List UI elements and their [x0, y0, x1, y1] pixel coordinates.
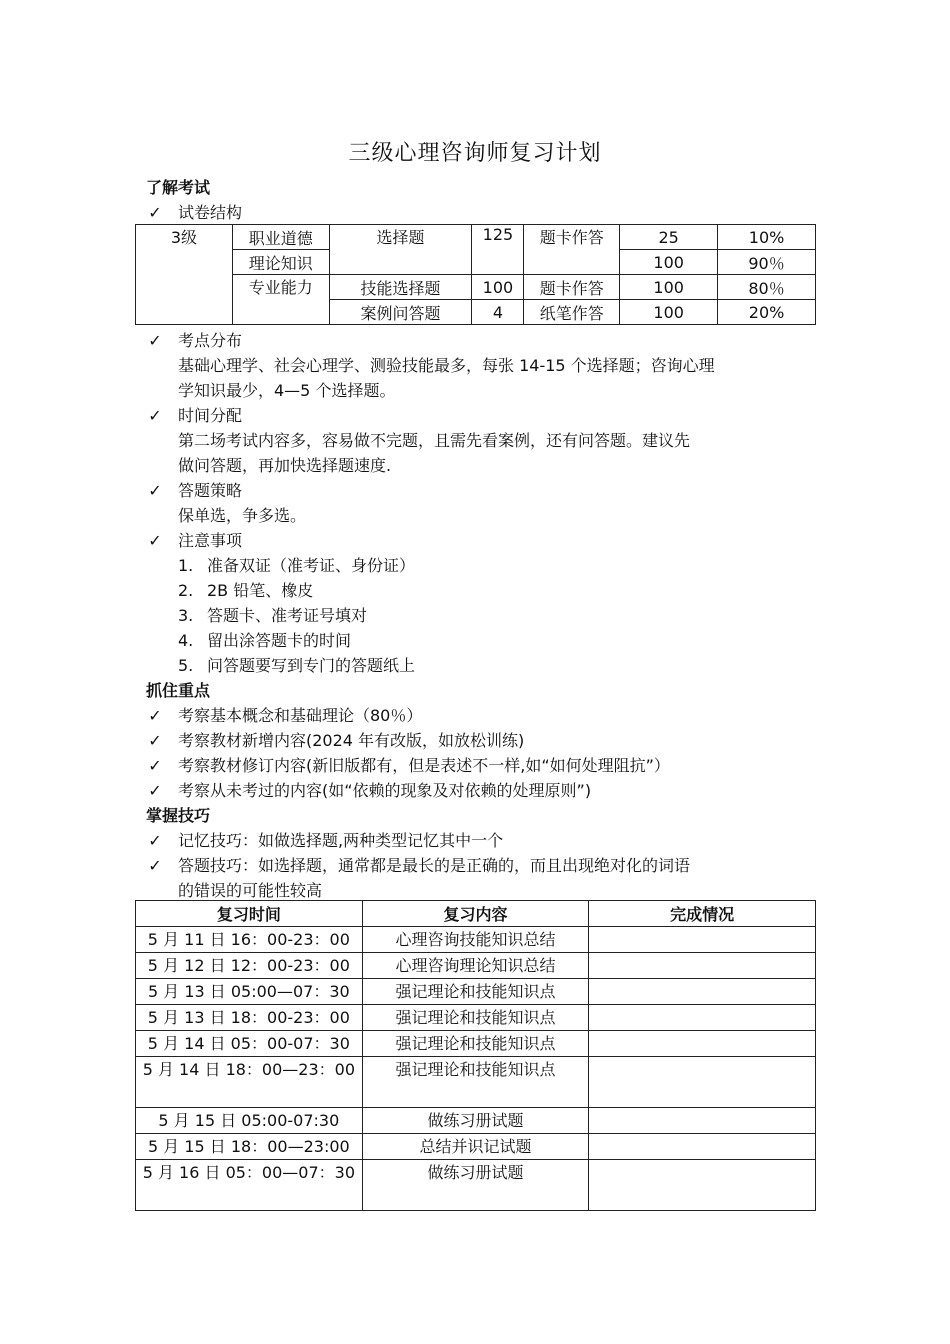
score-d-cell: 100 — [620, 300, 718, 325]
exam-structure-table — [135, 224, 816, 325]
focus-item: ✓ 考察教材修订内容(新旧版都有，但是表述不一样,如“如何处理阻抗”） — [146, 753, 816, 778]
note-item: 2. 2B 铅笔、橡皮 — [178, 581, 314, 600]
table-row: 5 月 13 日 05:00—07：30 强记理论和技能知识点 — [136, 979, 816, 1005]
strategy-item — [146, 478, 816, 503]
skill-count-cell: 100 — [472, 275, 524, 300]
table-header-row — [136, 901, 816, 927]
table-row: 5 月 11 日 16：00-23：00 心理咨询技能知识总结 — [136, 927, 816, 953]
level-cell: 3级 — [136, 225, 233, 325]
time-text-2: 做问答题，再加快选择题速度. — [178, 456, 392, 475]
focus-item: ✓ 考察基本概念和基础理论（80％） — [146, 703, 816, 728]
focus-item: ✓ 考察教材新增内容(2024 年有改版，如放松训练) — [146, 728, 816, 753]
table-row: 5 月 15 日 05:00-07:30 做练习册试题 — [136, 1108, 816, 1134]
memory-item: ✓ 记忆技巧：如做选择题,两种类型记忆其中一个 — [146, 828, 816, 853]
time-item — [146, 403, 816, 428]
moral-cell: 职业道德 — [232, 225, 329, 250]
strategy-label: 答题策略 — [178, 481, 243, 500]
points-text-1: 基础心理学、社会心理学、测验技能最多，每张 14-15 个选择题；咨询心理 — [178, 356, 715, 375]
notes-label: 注意事项 — [178, 531, 243, 550]
structure-label: 试卷结构 — [178, 203, 243, 222]
case-count-cell: 4 — [472, 300, 524, 325]
choice-count-cell: 125 — [472, 225, 524, 275]
answer-item: ✓ 答题技巧：如选择题，通常都是最长的是正确的，而且出现绝对化的词语 — [146, 853, 816, 878]
skill-cell: 专业能力 — [232, 275, 329, 325]
table-row: 5 月 16 日 05：00—07：30 做练习册试题 — [136, 1160, 816, 1211]
time-text-1: 第二场考试内容多，容易做不完题，且需先看案例，还有问答题。建议先 — [178, 431, 691, 450]
time-label: 时间分配 — [178, 406, 243, 425]
paper-cell: 纸笔作答 — [524, 300, 620, 325]
table-row: 5 月 12 日 12：00-23：00 心理咨询理论知识总结 — [136, 953, 816, 979]
note-item: 1. 准备双证（准考证、身份证） — [178, 556, 416, 575]
score-a-cell: 25 — [620, 225, 718, 250]
check-icon: ✓ — [148, 481, 162, 500]
answer-text-2: 的错误的可能性较高 — [178, 881, 323, 900]
pct-c-cell: 80％ — [718, 275, 816, 300]
theory-cell: 理论知识 — [232, 250, 329, 275]
structure-item — [146, 200, 816, 225]
check-icon: ✓ — [148, 756, 162, 775]
card-cell: 题卡作答 — [524, 225, 620, 275]
exam-section — [146, 175, 816, 225]
table-row: 5 月 15 日 18：00—23:00 总结并识记试题 — [136, 1134, 816, 1160]
check-icon: ✓ — [148, 331, 162, 350]
check-icon: ✓ — [148, 406, 162, 425]
header-status: 完成情况 — [589, 901, 816, 927]
focus-heading: 抓住重点 — [146, 681, 211, 700]
exam-details — [146, 328, 816, 903]
check-icon: ✓ — [148, 531, 162, 550]
score-c-cell: 100 — [620, 275, 718, 300]
skill-choice-cell: 技能选择题 — [329, 275, 472, 300]
score-b-cell: 100 — [620, 250, 718, 275]
document-title: 三级心理咨询师复习计划 — [348, 141, 602, 166]
focus-item: ✓ 考察从未考过的内容(如“依赖的现象及对依赖的处理原则”) — [146, 778, 816, 803]
skills-heading: 掌握技巧 — [146, 806, 211, 825]
card2-cell: 题卡作答 — [524, 275, 620, 300]
check-icon: ✓ — [148, 856, 162, 875]
pct-a-cell: 10% — [718, 225, 816, 250]
check-icon: ✓ — [148, 706, 162, 725]
note-item: 3. 答题卡、准考证号填对 — [178, 606, 368, 625]
exam-heading: 了解考试 — [146, 178, 211, 197]
strategy-text: 保单选，争多选。 — [178, 506, 307, 525]
check-icon: ✓ — [148, 731, 162, 750]
check-icon: ✓ — [148, 781, 162, 800]
case-cell: 案例问答题 — [329, 300, 472, 325]
choice-cell: 选择题 — [329, 225, 472, 275]
note-item: 4. 留出涂答题卡的时间 — [178, 631, 352, 650]
points-item — [146, 328, 816, 353]
header-content: 复习内容 — [362, 901, 589, 927]
review-plan-table — [135, 900, 816, 1211]
note-item: 5. 问答题要写到专门的答题纸上 — [178, 656, 416, 675]
pct-b-cell: 90％ — [718, 250, 816, 275]
table-row: 5 月 14 日 05：00-07：30 强记理论和技能知识点 — [136, 1031, 816, 1057]
table-row: 5 月 14 日 18：00—23：00 强记理论和技能知识点 — [136, 1057, 816, 1108]
pct-d-cell: 20% — [718, 300, 816, 325]
points-label: 考点分布 — [178, 331, 243, 350]
notes-item — [146, 528, 816, 553]
check-icon: ✓ — [148, 831, 162, 850]
check-icon: ✓ — [148, 203, 162, 222]
table-row: 5 月 13 日 18：00-23：00 强记理论和技能知识点 — [136, 1005, 816, 1031]
header-time: 复习时间 — [136, 901, 363, 927]
points-text-2: 学知识最少，4—5 个选择题。 — [178, 381, 396, 400]
